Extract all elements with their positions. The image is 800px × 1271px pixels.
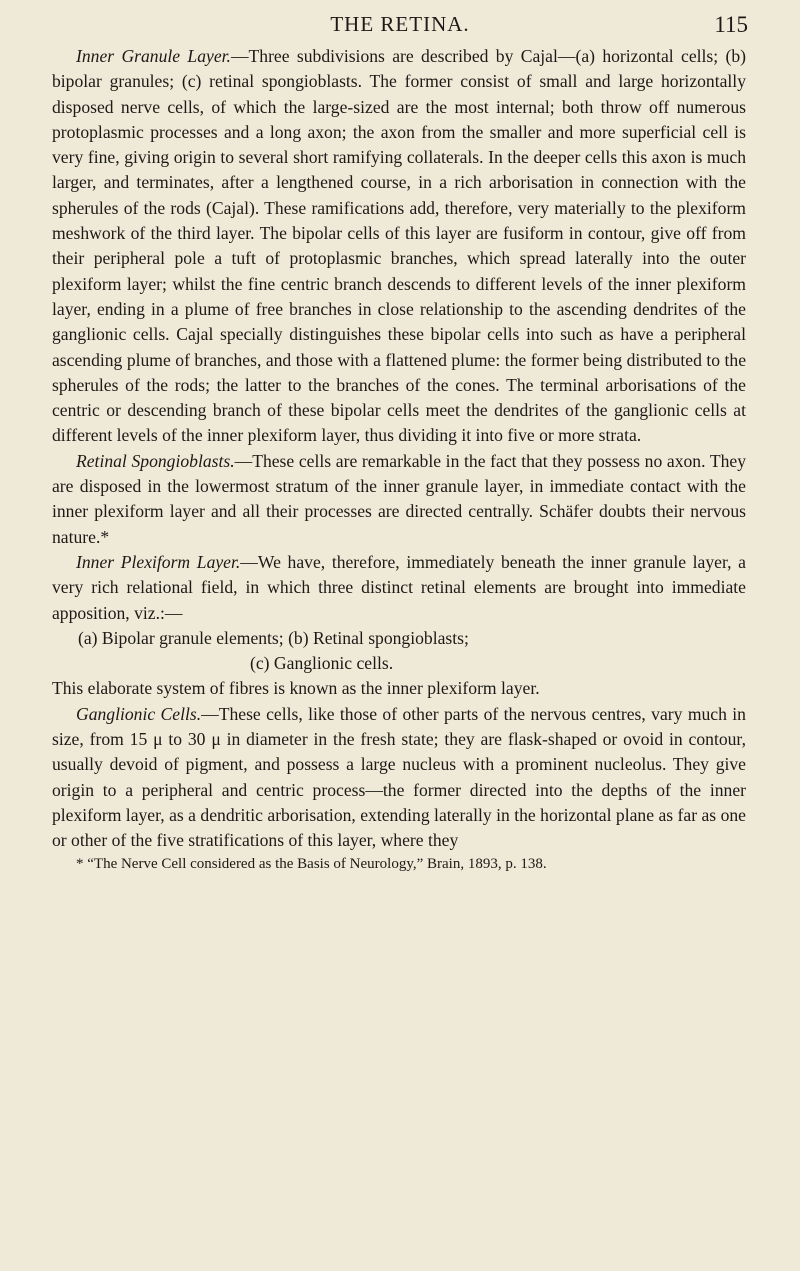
section-heading: Ganglionic Cells. xyxy=(76,703,202,724)
paragraph-text: —We have, therefore, immediately beneath the inner granule layer, a very rich relational field, in which three distinct retinal elements are brought into immediate apposition, viz.:— xyxy=(52,551,746,623)
section-heading: Inner Granule Layer. xyxy=(76,46,231,66)
paragraph-retinal-spongioblasts xyxy=(52,449,746,550)
paragraph-text: —These cells are remarkable in the fact that they possess no axon. They are disposed in the lowermost stratum of the inner granule layer, in immediate contact with the inner plexiform layer and all their processes are directed centrally. Schäfer doubts their nervous nature.* xyxy=(52,450,746,547)
running-title: THE RETINA. xyxy=(330,12,470,36)
paragraph-text: This elaborate system of fibres is known as the inner plexiform layer. xyxy=(52,678,540,699)
paragraph-text: —Three subdivisions are described by Cajal—(a) horizontal cells; (b) bipolar granules; (c) retinal spongioblasts. The former consist of small and large horizontally disposed nerve cells, of which the large-sized are the most internal; both throw off numerous protoplasmic processes and a long axon; the axon from the smaller and more superficial cell is very fine, giving origin to several short ramifying collaterals. In the deeper cells this axon is much larger, and terminates, after a lengthened course, in a rich arborisation in connection with the spherules of the rods (Cajal). These ramifications add, therefore, very materially to the plexiform meshwork of the third layer. The bipolar cells of this layer are fusiform in contour, give off from their peripheral pole a tuft of protoplasmic branches, which spread laterally into the outer plexiform layer; whilst the fine centric branch descends to different levels of the inner plexiform layer, ending in a plume of free branches in close relationship to the ascending dendrites of the ganglionic cells. Cajal specially distinguishes these bipolar cells into such as have a peripheral ascending plume of branches, and those with a flattened plume: the former being distributed to the spherules of the rods; the latter to the branches of the cones. The terminal arborisations of the centric or descending branch of these bipolar cells meet the dendrites of the ganglionic cells at different levels of the inner plexiform layer, thus dividing it into five or more strata. xyxy=(52,46,746,446)
paragraph-text: —These cells, like those of other parts of the nervous centres, vary much in size, from 15 μ to 30 μ in diameter in the fresh state; they are flask-shaped or ovoid in contour, usually devoid of pigment, and possess a large nucleus with a prominent nucleolus. They give origin to a peripheral and centric process—the former directed into the depths of the inner plexiform layer, as a dendritic arborisation, extending laterally in the horizontal plane as far as one or other of the five stratifications of this layer, where they xyxy=(52,703,746,851)
section-heading: Inner Plexiform Layer. xyxy=(76,551,241,572)
paragraph-ganglionic-cells xyxy=(52,702,746,854)
elements-list-line-2: (c) Ganglionic cells. xyxy=(250,653,394,674)
elements-list-line-1: (a) Bipolar granule elements; (b) Retinal spongioblasts; xyxy=(78,627,469,648)
body-text xyxy=(52,44,746,875)
section-heading: Retinal Spongioblasts. xyxy=(76,450,235,471)
running-head xyxy=(0,10,800,40)
footnote: * “The Nerve Cell considered as the Basis of Neurology,” Brain, 1893, p. 138. xyxy=(76,855,547,872)
page-number: 115 xyxy=(714,12,748,37)
paragraph-plexiform-summary xyxy=(52,676,746,701)
paragraph-inner-granule-layer xyxy=(52,44,746,449)
paragraph-inner-plexiform-layer xyxy=(52,550,746,626)
